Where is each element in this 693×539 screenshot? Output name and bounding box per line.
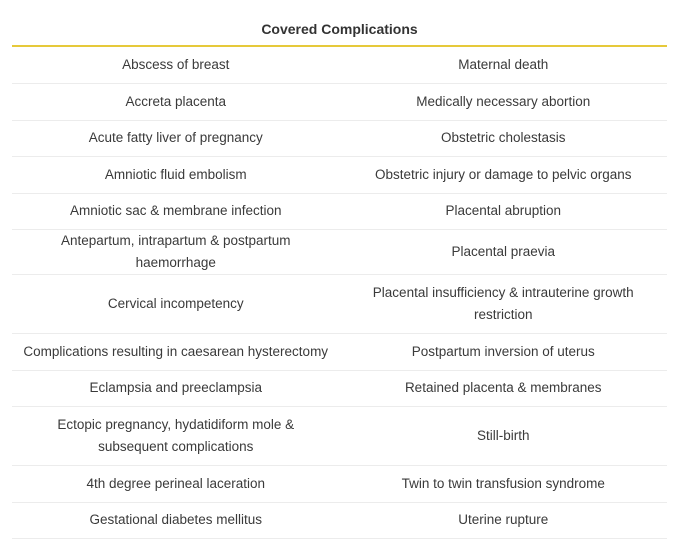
table-row: [12, 157, 667, 194]
table-cell: Obstetric injury or damage to pelvic organs: [340, 157, 668, 194]
table-row: [12, 466, 667, 503]
table-cell: Medically necessary abortion: [340, 84, 668, 121]
table-cell: 4th degree perineal laceration: [12, 466, 340, 503]
table-row: [12, 84, 667, 121]
table-cell: Still-birth: [340, 407, 668, 466]
table-row: [12, 370, 667, 407]
table-cell: Abscess of breast: [12, 47, 340, 84]
table-row: [12, 193, 667, 230]
table-cell: Uterine rupture: [340, 502, 668, 539]
table-cell: Antepartum, intrapartum & postpartum haemorrhage: [12, 230, 340, 275]
complications-grid: [12, 47, 667, 539]
table-cell: Amniotic sac & membrane infection: [12, 193, 340, 230]
table-cell: Acute fatty liver of pregnancy: [12, 120, 340, 157]
table-row: [12, 275, 667, 334]
table-row: [12, 230, 667, 275]
table-title: Covered Complications: [12, 0, 667, 47]
covered-complications-table: [12, 0, 667, 539]
table-row: [12, 120, 667, 157]
table-cell: Cervical incompetency: [12, 275, 340, 334]
table-cell: Eclampsia and preeclampsia: [12, 370, 340, 407]
table-cell: Retained placenta & membranes: [340, 370, 668, 407]
table-cell: Postpartum inversion of uterus: [340, 334, 668, 371]
table-cell: Placental insufficiency & intrauterine growth restriction: [340, 275, 668, 334]
table-row: [12, 502, 667, 539]
table-row: [12, 334, 667, 371]
table-cell: Obstetric cholestasis: [340, 120, 668, 157]
table-cell: Gestational diabetes mellitus: [12, 502, 340, 539]
table-cell: Accreta placenta: [12, 84, 340, 121]
table-cell: Complications resulting in caesarean hysterectomy: [12, 334, 340, 371]
table-cell: Ectopic pregnancy, hydatidiform mole & subsequent complications: [12, 407, 340, 466]
table-cell: Maternal death: [340, 47, 668, 84]
table-cell: Twin to twin transfusion syndrome: [340, 466, 668, 503]
table-cell: Placental abruption: [340, 193, 668, 230]
table-row: [12, 47, 667, 84]
table-cell: Placental praevia: [340, 230, 668, 275]
table-cell: Amniotic fluid embolism: [12, 157, 340, 194]
table-row: [12, 407, 667, 466]
